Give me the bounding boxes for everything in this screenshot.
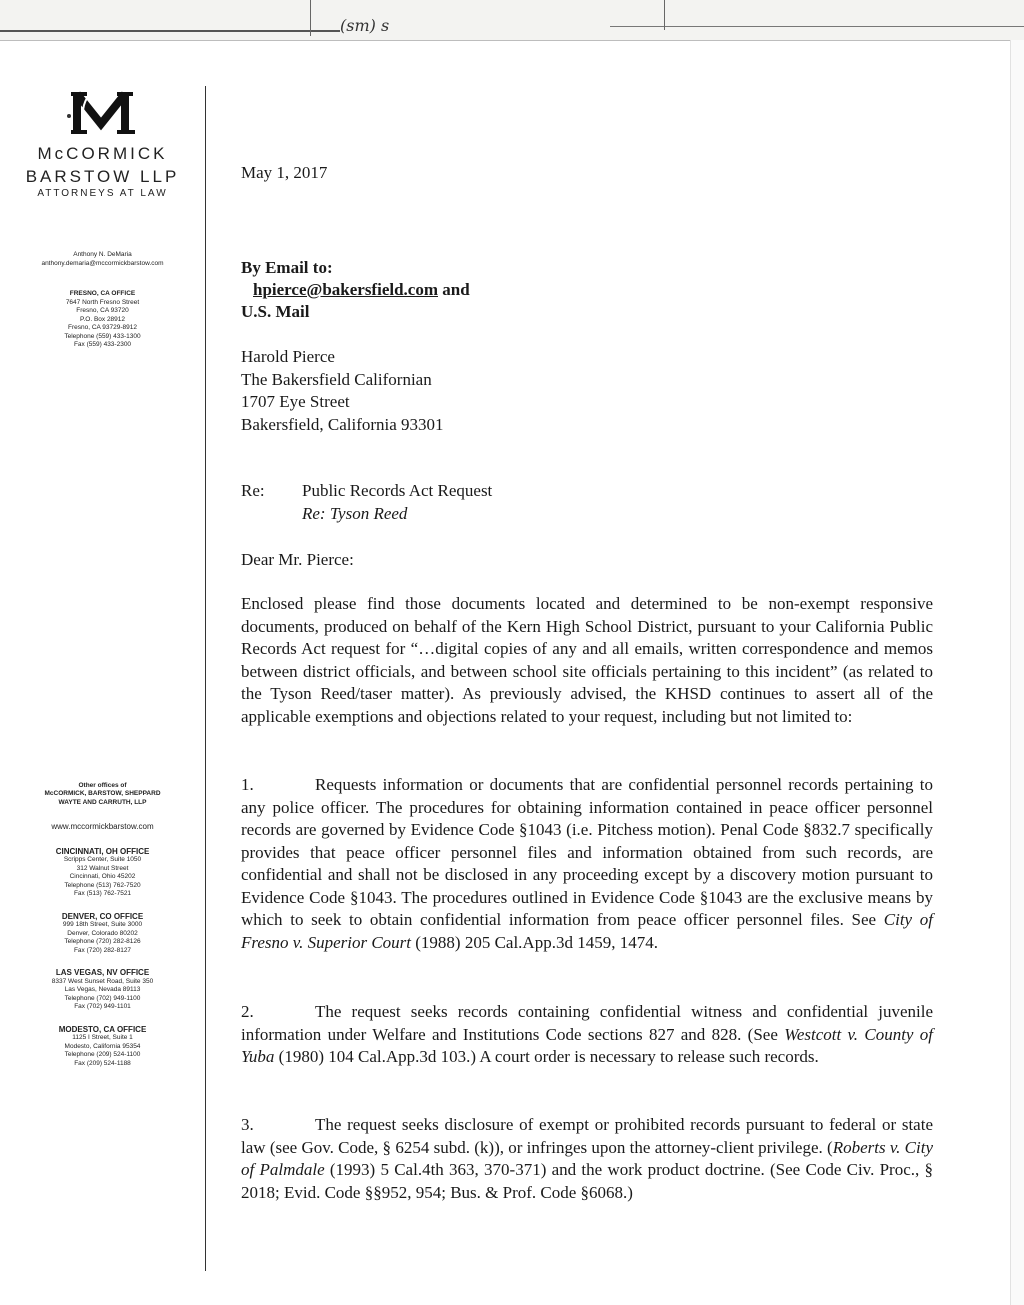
re-subject: Public Records Act Request bbox=[302, 481, 493, 500]
scan-rule bbox=[0, 30, 340, 32]
recipient-line: Harold Pierce bbox=[241, 347, 335, 366]
re-sub-line bbox=[302, 503, 407, 526]
recipient-line: Bakersfield, California 93301 bbox=[241, 414, 444, 434]
office-line: Fax (513) 762-7521 bbox=[73, 890, 132, 897]
office-block-cincinnati bbox=[0, 848, 205, 899]
office-line: P.O. Box 28912 bbox=[79, 315, 126, 323]
salutation: Dear Mr. Pierce: bbox=[241, 550, 354, 569]
item-number: 2. bbox=[241, 1002, 254, 1021]
scan-right-edge bbox=[1010, 40, 1024, 1305]
item-text: Requests information or documents that are confidential personnel records pertaining to any police officer. The procedures for obtaining information contained in peace officer personnel records are governed by Evidence Code §1043 (i.e. Pitchess motion). Penal Code §832.7 specifically provides that peace officer personnel files and information obtained from such records, are confidential and shall not be disclosed in any proceeding except by a discovery motion pursuant to Evidence Code §1043. The procedures outlined in Evidence Code §1043 are the exclusive means by which to seek to obtain confidential information from peace officer personnel files. See bbox=[241, 775, 933, 929]
office-line: Telephone (513) 762-7520 bbox=[64, 881, 141, 889]
other-offices-line: WAYTE AND CARRUTH, LLP bbox=[58, 798, 147, 806]
office-line: Fax (720) 282-8127 bbox=[73, 946, 132, 954]
office-line: Telephone (559) 433-1300 bbox=[64, 332, 141, 340]
letter-date: May 1, 2017 bbox=[241, 163, 328, 182]
office-line: 999 18th Street, Suite 3000 bbox=[62, 921, 143, 928]
item-number: 1. bbox=[241, 775, 254, 794]
handwritten-note: (sm) s bbox=[340, 16, 390, 35]
re-sub-subject: Tyson Reed bbox=[329, 504, 408, 523]
item-number: 3. bbox=[241, 1115, 254, 1134]
office-line: Fresno, CA 93720 bbox=[76, 307, 129, 314]
office-title: MODESTO, CA OFFICE bbox=[58, 1024, 147, 1034]
numbered-item bbox=[241, 774, 933, 954]
case-citation: Westcott v. County of Yuba bbox=[241, 1024, 934, 1066]
recipient-email-link[interactable]: hpierce@bakersfield.com bbox=[253, 280, 438, 299]
office-block-modesto bbox=[0, 1026, 205, 1069]
scan-line bbox=[664, 0, 665, 30]
numbered-item bbox=[241, 1114, 933, 1204]
office-line: Las Vegas, Nevada 89113 bbox=[64, 986, 141, 993]
firm-name-line1: McCORMICK bbox=[37, 144, 168, 163]
main-office-title: FRESNO, CA OFFICE bbox=[69, 290, 136, 297]
other-offices-line: McCORMICK, BARSTOW, SHEPPARD bbox=[44, 790, 161, 797]
office-block-denver bbox=[0, 913, 205, 956]
numbered-item bbox=[241, 1001, 933, 1069]
recipient-line: 1707 Eye Street bbox=[241, 392, 350, 411]
office-line: Fresno, CA 93729-8912 bbox=[67, 324, 138, 331]
attorney-block bbox=[0, 251, 205, 268]
item-text: The request seeks records containing confidential witness and confidential juvenile information under Welfare and Institutions Code sections 827 and 828. (See bbox=[241, 1002, 933, 1044]
attorney-name: Anthony N. DeMaria bbox=[73, 251, 132, 258]
delivery-method: By Email to: bbox=[241, 258, 333, 277]
delivery-mail: U.S. Mail bbox=[241, 302, 310, 321]
office-line: Scripps Center, Suite 1050 bbox=[63, 856, 142, 863]
re-label: Re: bbox=[241, 481, 265, 500]
intro-paragraph: Enclosed please find those documents located and determined to be non-exempt responsive documents, produced on behalf of the Kern High School District, pursuant to your California Public Records Act request for “…digital copies of any and all emails, written correspondence and memos between district officials, and between school site officials pertaining to this incident” (as related to the Tyson Reed/taser matter). As previously advised, the KHSD continues to assert all of the applicable exemptions and objections related to your request, including but not limited to: bbox=[241, 594, 933, 726]
office-block-las-vegas bbox=[0, 969, 205, 1012]
office-line: Telephone (702) 949-1100 bbox=[64, 994, 141, 1002]
other-offices-line: Other offices of bbox=[78, 781, 127, 789]
office-line: 8337 West Sunset Road, Suite 350 bbox=[51, 977, 154, 985]
firm-logo-icon bbox=[57, 80, 149, 140]
recipient-address bbox=[241, 346, 444, 436]
office-line: Cincinnati, Ohio 45202 bbox=[69, 873, 136, 880]
main-office-block bbox=[0, 290, 205, 350]
office-line: Modesto, California 95354 bbox=[64, 1042, 141, 1050]
item-text: The request seeks disclosure of exempt or prohibited records pursuant to federal or state law (see Gov. Code, § 6254 subd. (k)), or infringes upon the attorney-client privilege. ( bbox=[241, 1115, 933, 1157]
item-text: (1993) 5 Cal.4th 363, 370-371) and the work product doctrine. (See Code Civ. Proc., § 2018; Evid. Code §§952, 954; Bus. & Prof. Code §6068.) bbox=[241, 1160, 933, 1202]
office-line: 7647 North Fresno Street bbox=[65, 298, 140, 306]
delivery-and: and bbox=[438, 280, 470, 299]
office-line: Telephone (720) 282-8126 bbox=[64, 938, 141, 945]
delivery-email-line bbox=[253, 279, 470, 302]
office-title: CINCINNATI, OH OFFICE bbox=[55, 846, 150, 856]
recipient-line: The Bakersfield Californian bbox=[241, 369, 432, 389]
firm-name-line2: BARSTOW LLP bbox=[25, 167, 180, 186]
office-line: 312 Walnut Street bbox=[76, 864, 129, 872]
item-text: (1980) 104 Cal.App.3d 103.) A court order is necessary to release such records. bbox=[274, 1047, 819, 1066]
office-title: LAS VEGAS, NV OFFICE bbox=[55, 968, 150, 977]
re-sub-label: Re: bbox=[302, 504, 326, 523]
sidebar-divider bbox=[205, 86, 206, 1271]
office-line: Telephone (209) 524-1100 bbox=[64, 1051, 141, 1058]
scan-rule bbox=[610, 26, 1024, 27]
office-line: Fax (559) 433-2300 bbox=[73, 341, 132, 348]
firm-tagline: ATTORNEYS AT LAW bbox=[37, 188, 168, 199]
letterhead-sidebar bbox=[0, 80, 205, 1068]
other-offices-heading bbox=[0, 782, 205, 808]
office-line: 1125 I Street, Suite 1 bbox=[72, 1034, 133, 1041]
scan-line bbox=[310, 0, 311, 36]
item-text: (1988) 205 Cal.App.3d 1459, 1474. bbox=[411, 932, 658, 952]
firm-website: www.mccormickbarstow.com bbox=[51, 822, 154, 831]
office-line: Fax (702) 949-1101 bbox=[74, 1003, 131, 1010]
scan-top-strip bbox=[0, 0, 1024, 41]
case-citation: City of Fresno v. Superior Court bbox=[241, 910, 933, 952]
attorney-email: anthony.demaria@mccormickbarstow.com bbox=[41, 259, 164, 267]
office-line: Fax (209) 524-1188 bbox=[74, 1059, 131, 1067]
office-title: DENVER, CO OFFICE bbox=[61, 911, 144, 921]
office-line: Denver, Colorado 80202 bbox=[67, 929, 138, 937]
case-citation: Roberts v. City of Palmdale bbox=[241, 1137, 933, 1179]
